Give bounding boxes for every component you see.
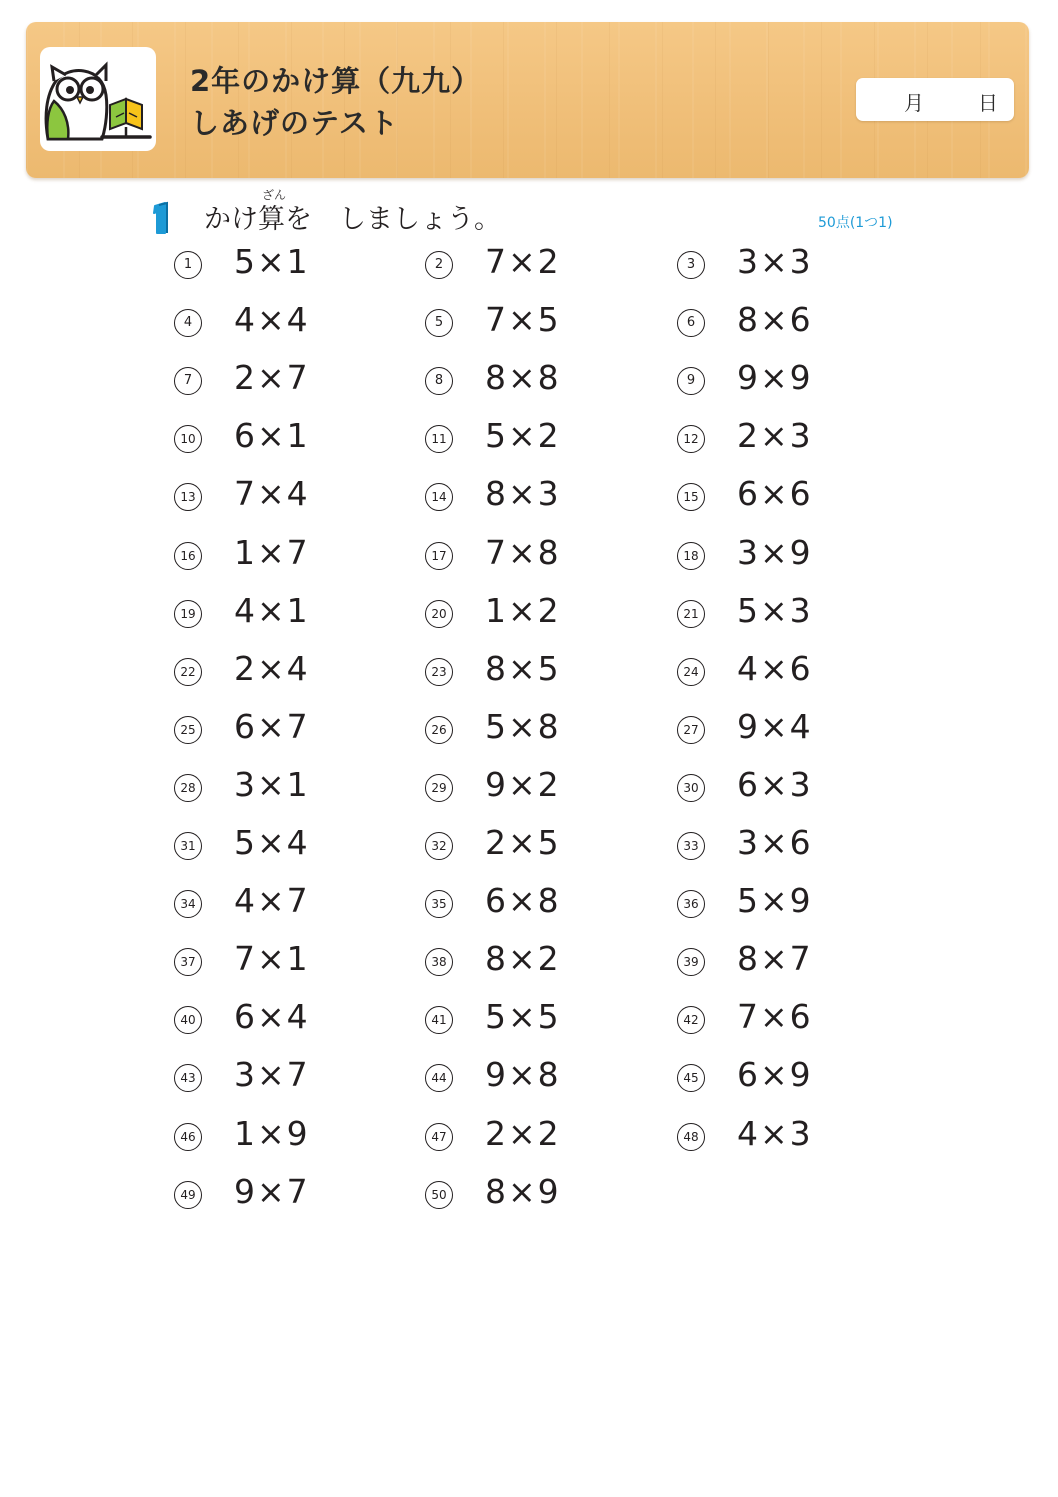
problem-expression: 4×7 (234, 881, 310, 921)
problem-number: 31 (174, 832, 202, 860)
problem-expression: 8×5 (485, 648, 561, 688)
problem-expression: 5×9 (737, 881, 813, 921)
problem-expression: 8×9 (485, 1171, 561, 1211)
problem-expression: 2×7 (234, 358, 310, 398)
problem-number: 37 (174, 948, 202, 976)
problem-number: 2 (425, 251, 453, 279)
problem-number: 12 (677, 425, 705, 453)
problem-expression: 2×3 (737, 416, 813, 456)
problem-number: 29 (425, 774, 453, 802)
problem-expression: 2×5 (485, 823, 561, 862)
problem-number: 9 (677, 367, 705, 395)
problem-number: 24 (677, 658, 705, 686)
problem-expression: 6×3 (737, 764, 813, 804)
problem-number: 22 (174, 658, 202, 686)
problem-expression: 6×8 (485, 881, 561, 921)
problem-number: 13 (174, 483, 202, 511)
section-number: 1 (161, 226, 162, 227)
problem-expression: 6×7 (234, 706, 310, 746)
problem-number: 49 (174, 1181, 202, 1209)
problem-number: 15 (677, 483, 705, 511)
problem-expression: 3×9 (737, 532, 813, 572)
problem-expression: 3×7 (234, 1055, 310, 1095)
problem-expression: 8×6 (737, 300, 813, 340)
problem-expression: 8×7 (737, 939, 813, 979)
problem-expression: 6×1 (234, 416, 310, 456)
problem-expression: 6×4 (234, 997, 310, 1037)
date-field[interactable] (856, 78, 1014, 121)
problem-expression: 1×7 (234, 532, 310, 572)
problem-number: 21 (677, 600, 705, 628)
problem-expression: 2×2 (485, 1113, 561, 1153)
problem-number: 40 (174, 1006, 202, 1034)
problem-number: 6 (677, 309, 705, 337)
title-line-2: しあげのテスト (190, 106, 399, 140)
problem-expression: 6×6 (737, 474, 813, 514)
problem-number: 17 (425, 542, 453, 570)
problem-number: 20 (425, 600, 453, 628)
problem-expression: 4×6 (737, 648, 813, 688)
owl-with-book-icon (40, 47, 156, 151)
problem-number: 16 (174, 542, 202, 570)
problem-number: 11 (425, 425, 453, 453)
problem-number: 5 (425, 309, 453, 337)
problem-number: 10 (174, 425, 202, 453)
problem-expression: 8×8 (485, 358, 561, 398)
problem-expression: 6×9 (737, 1055, 813, 1095)
logo (40, 47, 156, 151)
problem-number: 46 (174, 1123, 202, 1151)
problem-number: 30 (677, 774, 705, 802)
problem-number: 42 (677, 1006, 705, 1034)
problem-number: 38 (425, 948, 453, 976)
instruction-text: かけ算を しましょう。 (204, 204, 501, 235)
date-month-label: 月 (904, 91, 924, 115)
problem-expression: 9×4 (737, 706, 813, 746)
problem-number: 28 (174, 774, 202, 802)
problem-number: 14 (425, 483, 453, 511)
problem-number: 1 (174, 251, 202, 279)
title-line-1: 2年のかけ算（九九） (190, 64, 482, 98)
problem-number: 7 (174, 367, 202, 395)
problem-expression: 4×1 (234, 590, 310, 630)
problem-number: 43 (174, 1064, 202, 1092)
problem-expression: 7×2 (485, 242, 561, 281)
page-title (190, 60, 481, 144)
problem-number: 33 (677, 832, 705, 860)
problem-number: 19 (174, 600, 202, 628)
problem-number: 41 (425, 1006, 453, 1034)
problem-number: 44 (425, 1064, 453, 1092)
problem-expression: 9×8 (485, 1055, 561, 1095)
problem-expression: 8×2 (485, 939, 561, 979)
problem-number: 25 (174, 716, 202, 744)
problem-expression: 5×3 (737, 590, 813, 630)
problem-number: 8 (425, 367, 453, 395)
problem-number: 23 (425, 658, 453, 686)
problem-expression: 3×6 (737, 823, 813, 862)
problem-number: 3 (677, 251, 705, 279)
points-label: 50点(1つ1) (818, 215, 893, 231)
problem-expression: 2×4 (234, 648, 310, 688)
problem-number: 26 (425, 716, 453, 744)
problem-number: 34 (174, 890, 202, 918)
problem-expression: 1×2 (485, 590, 561, 630)
problem-expression: 4×3 (737, 1113, 813, 1153)
problem-expression: 9×9 (737, 358, 813, 398)
problem-expression: 5×2 (485, 416, 561, 456)
problem-expression: 7×1 (234, 939, 310, 979)
problem-number: 47 (425, 1123, 453, 1151)
section-number-badge (150, 200, 174, 236)
problem-number: 48 (677, 1123, 705, 1151)
problem-expression: 3×1 (234, 764, 310, 804)
header-banner (26, 22, 1029, 178)
problem-number: 39 (677, 948, 705, 976)
problem-expression: 1×9 (234, 1113, 310, 1153)
problem-expression: 7×4 (234, 474, 310, 514)
problem-expression: 7×8 (485, 532, 561, 572)
problem-number: 50 (425, 1181, 453, 1209)
problem-number: 32 (425, 832, 453, 860)
date-day-label: 日 (978, 91, 998, 115)
problem-expression: 5×4 (234, 823, 310, 862)
problem-expression: 4×4 (234, 300, 310, 340)
problem-expression: 5×1 (234, 242, 310, 281)
problem-number: 45 (677, 1064, 705, 1092)
problem-number: 36 (677, 890, 705, 918)
problem-expression: 5×5 (485, 997, 561, 1037)
problem-expression: 8×3 (485, 474, 561, 514)
problem-number: 18 (677, 542, 705, 570)
problem-expression: 9×2 (485, 764, 561, 804)
problem-expression: 7×6 (737, 997, 813, 1037)
problem-number: 35 (425, 890, 453, 918)
furigana: ざん (262, 188, 287, 202)
problem-expression: 5×8 (485, 706, 561, 746)
problem-expression: 9×7 (234, 1171, 310, 1211)
problem-number: 27 (677, 716, 705, 744)
problem-expression: 3×3 (737, 242, 813, 281)
problem-number: 4 (174, 309, 202, 337)
problem-expression: 7×5 (485, 300, 561, 340)
